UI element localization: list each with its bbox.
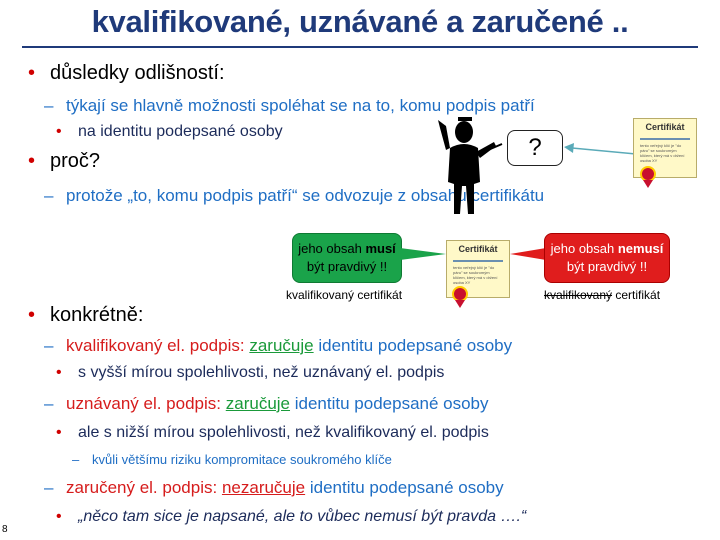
title-bar — [0, 0, 720, 44]
bullet-dot: • — [56, 123, 62, 140]
sub-dash: – — [72, 452, 80, 467]
question-mark: ? — [528, 134, 542, 161]
key-icon — [640, 136, 690, 140]
callout-must: jeho obsah musí být pravdivý !! — [292, 233, 402, 283]
arrow-left-icon — [562, 140, 638, 160]
person-silhouette-icon — [428, 112, 508, 216]
ribbon-icon — [643, 180, 653, 188]
bullet-dot: • — [56, 424, 62, 441]
label-non-qualified-cert: kvalifikovaný certifikát — [544, 288, 661, 302]
bullet-dot: • — [56, 364, 62, 381]
bullet-dot: • — [56, 508, 62, 525]
slide-title: kvalifikované, uznávané a zaručené .. — [91, 4, 629, 39]
sub-dash: – — [44, 186, 54, 205]
sub-dash: – — [44, 336, 54, 355]
ribbon-icon — [455, 300, 465, 308]
title-rule — [22, 46, 698, 48]
bullet-dot: • — [28, 150, 36, 172]
question-bubble — [507, 130, 563, 166]
key-icon — [453, 258, 503, 262]
certificate-top: Certifikát tento veřejný klíč je "do páru" se soukromým klíčem, který má v držení osoba XY — [633, 118, 697, 178]
certificate-middle: Certifikát tento veřejný klíč je "do páru" se soukromým klíčem, který má v držení osoba XY — [446, 240, 510, 298]
bullet-dot: • — [28, 304, 36, 326]
sub-dash: – — [44, 394, 54, 413]
sub-dash: – — [44, 96, 54, 115]
callout-pointer-right — [400, 248, 446, 260]
bullet-dot: • — [28, 62, 36, 84]
callout-pointer-left — [510, 248, 546, 260]
page-number: 8 — [2, 524, 8, 535]
callout-need-not: jeho obsah nemusí být pravdivý !! — [544, 233, 670, 283]
sub-dash: – — [44, 478, 54, 497]
label-qualified-cert: kvalifikovaný certifikát — [286, 288, 403, 302]
